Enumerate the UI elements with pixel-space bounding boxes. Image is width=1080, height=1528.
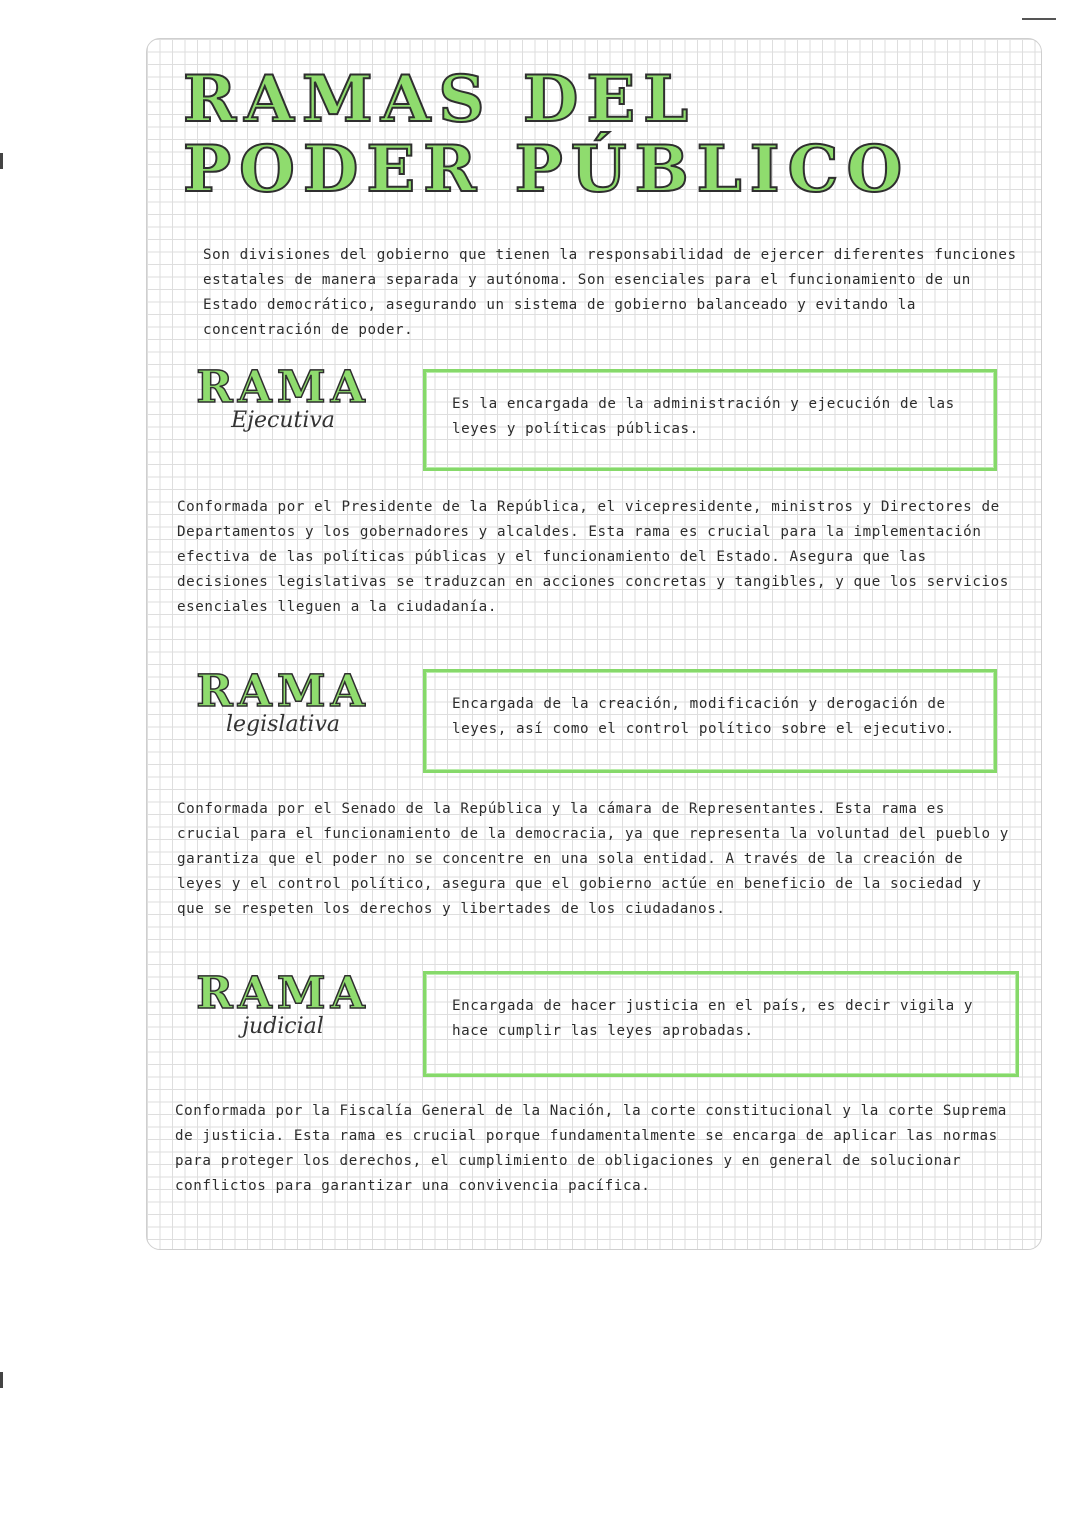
page-title	[183, 62, 911, 207]
rama-ejecutiva-description: Conformada por el Presidente de la República, el vicepresidente, ministros y Directores de Departamentos y los gobernadores y alcaldes. Esta rama es crucial para la implementación efectiva de las políticas públicas y el funcionamiento del Estado. Asegura que las decisiones legislativas se traduzcan en acciones concretas y tangibles, y que los servicios esenciales lleguen a la ciudadanía.	[177, 499, 1009, 615]
rama-word: RAMA	[196, 968, 370, 1019]
rama-legislativa-description: Conformada por el Senado de la República y la cámara de Representantes. Esta rama es crucial para el funcionamiento de la democracia, ya que representa la voluntad del pueblo y garantiza que el poder no se concentre en una sola entidad. A través de la creación de leyes y el control político, asegura que el gobierno actúe en beneficio de la sociedad y que se respeten los derechos y libertades de los ciudadanos.	[177, 801, 1009, 917]
rama-word: RAMA	[196, 666, 370, 717]
scan-edge-mark	[0, 153, 3, 169]
rama-legislativa-definition-box	[423, 669, 997, 773]
title-line-1: RAMAS DEL	[183, 62, 697, 137]
definition-text: Encargada de hacer justicia en el país, es decir vigila y hace cumplir las leyes aprobadas.	[452, 998, 974, 1039]
scan-edge-mark	[1022, 18, 1056, 20]
rama-judicial-definition-box	[423, 971, 1019, 1077]
rama-subtitle: Ejecutiva	[231, 408, 335, 433]
rama-word: RAMA	[196, 362, 370, 413]
definition-text: Es la encargada de la administración y ejecución de las leyes y políticas públicas.	[452, 396, 955, 437]
rama-legislativa-heading	[183, 666, 383, 737]
rama-subtitle: legislativa	[225, 712, 341, 737]
scan-edge-mark	[0, 1372, 3, 1388]
rama-judicial-heading	[183, 968, 383, 1039]
notebook-page	[146, 38, 1042, 1250]
rama-ejecutiva-heading	[183, 362, 383, 433]
rama-ejecutiva-definition-box	[423, 369, 997, 471]
definition-text: Encargada de la creación, modificación y derogación de leyes, así como el control político sobre el ejecutivo.	[452, 696, 955, 737]
rama-subtitle: judicial	[242, 1014, 324, 1039]
title-line-2: PODER PÚBLICO	[183, 132, 911, 207]
rama-judicial-description: Conformada por la Fiscalía General de la Nación, la corte constitucional y la corte Suprema de justicia. Esta rama es crucial porque fundamentalmente se encarga de aplicar las normas para proteger los derechos, el cumplimiento de obligaciones y en general de solucionar conflictos para garantizar una convivencia pacífica.	[175, 1103, 1007, 1194]
intro-paragraph: Son divisiones del gobierno que tienen la responsabilidad de ejercer diferentes funciones estatales de manera separada y autónoma. Son esenciales para el funcionamiento de un Estado democrático, asegurando un sistema de gobierno balanceado y evitando la concentración de poder.	[203, 247, 1017, 338]
